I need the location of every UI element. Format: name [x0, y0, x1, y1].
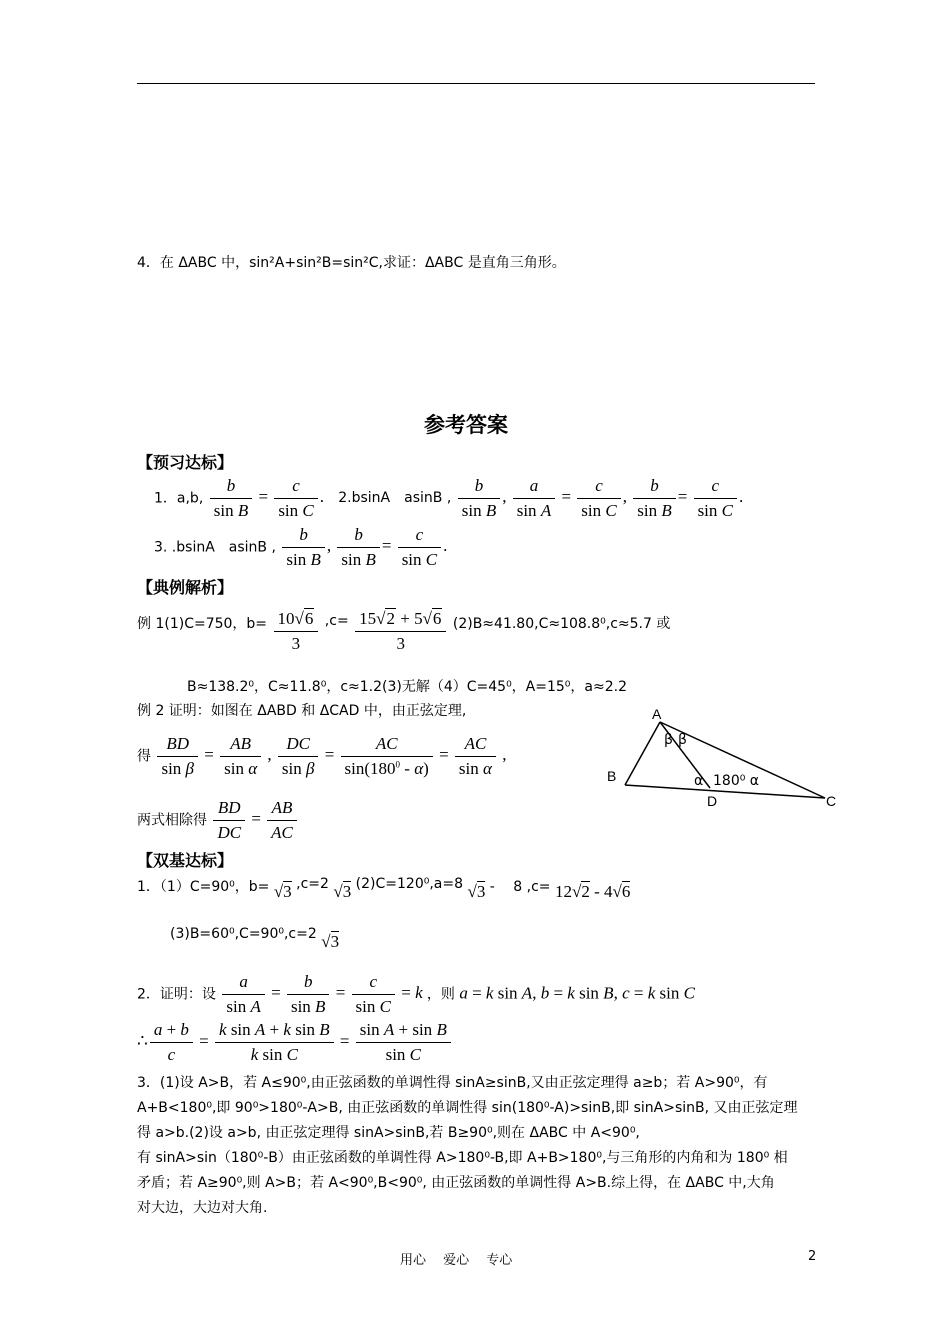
ex2-divide-label: 两式相除得 [137, 812, 207, 829]
sqrt-3-c: √3 [467, 882, 486, 901]
basics-3-line-3: 得 a>b.(2)设 a>b, 由正弦定理得 sinA>sinB,若 B≥90⁰,则在 ΔABC 中 A<90⁰, [137, 1125, 640, 1141]
preview-1-prefix: 1．a,b, [154, 490, 204, 507]
section-basics: 【双基达标】 [137, 851, 234, 870]
formula-sine-law-1: $\frac{b}{\text{sin B}}$ = $\frac{c}{\text{sin C}}$ . [208, 487, 329, 506]
basics-1-line-1 [137, 876, 630, 902]
basics-3-line-2: A+B<180⁰,即 90⁰>180⁰-A>B, 由正弦函数的单调性得 sin(180⁰-A)>sinB,即 sinA>sinB, 又由正弦定理 [137, 1100, 798, 1116]
example-1-line-2: B≈138.2⁰，C≈11.8⁰，c≈1.2(3)无解（4）C=45⁰，A=15⁰，a≈2.2 [187, 679, 627, 695]
ex2-de: 得 [137, 748, 151, 765]
question-4: 4．在 ΔABC 中，sin²A+sin²B=sin²C,求证：ΔABC 是直角三角形。 [137, 255, 566, 271]
label-c: C [826, 793, 837, 809]
formula-c-value: $\frac{15√2 + 5√6}{3}$ [353, 613, 448, 654]
ex1-part2: (2)B≈41.80,C≈108.8⁰,c≈5.7 或 [452, 616, 671, 632]
formula-b-value: $\frac{10√6}{3}$ [272, 613, 321, 654]
b1-c: ,c=2 [296, 876, 329, 892]
b1-label: 1．（1）C=90⁰，b= [137, 879, 270, 895]
formula-sine-law-3: $\frac{b}{\text{sin B}}$ , $\frac{b}{\text{sin B}}$ = $\frac{c}{\text{sin C}}$ . [280, 536, 447, 555]
basics-2-line-1 [137, 972, 695, 1017]
example-2-divide [137, 798, 299, 843]
formula-k: $\frac{a}{\text{sin A}}$ = $\frac{b}{\text{sin B}}$ = $\frac{c}{\text{sin C}}$ = k [220, 983, 426, 1002]
preview-3-prefix: 3. .bsinA asinB , [154, 539, 276, 556]
ex1-prefix: 例 1(1)C=750，b= [137, 616, 268, 632]
section-examples: 【典例解析】 [137, 578, 234, 597]
formula-sine-law-2: $\frac{b}{\text{sin B}}$ , $\frac{a}{\text{sin A}}$ = $\frac{c}{\text{sin C}}$ , $\frac{b}{\text{sin B}}$ = $\frac{c}{\text{sin C}}$ . [456, 487, 744, 506]
label-beta-2: β [678, 732, 687, 748]
page-number: 2 [808, 1249, 817, 1264]
footer-motto: 用心 爱心 专心 [400, 1253, 513, 1268]
basics-3-line-6: 对大边，大边对大角. [137, 1200, 268, 1216]
basics-3-line-5: 矛盾；若 A≥90⁰,则 A>B；若 A<90⁰,B<90⁰, 由正弦函数的单调性得 A>B.综上得，在 ΔABC 中,大角 [137, 1175, 775, 1191]
page-title: 参考答案 [424, 412, 508, 437]
triangle-diagram [600, 700, 850, 815]
b1-part2: (2)C=120⁰,a=8 [355, 876, 464, 892]
b2-prefix: 2．证明：设 [137, 986, 216, 1003]
b2-then: ，则 [426, 986, 455, 1003]
b1-part2-rest: - 8 ,c= [489, 879, 551, 895]
example-2-equation [137, 734, 506, 779]
ex1-c-label: ,c= [324, 613, 349, 629]
section-preview: 【预习达标】 [137, 453, 234, 472]
preview-line-3 [154, 525, 447, 570]
example-1-line-1 [137, 609, 671, 654]
formula-c-basics: 12√2 - 4√6 [554, 882, 631, 901]
preview-line-1 [154, 476, 743, 521]
sqrt-3-d: √3 [321, 932, 340, 951]
basics-2-line-2: ∴ $\frac{a + b}{c}$ = $\frac{\text{k sin A + k sin B}}{\text{k sin C}}$ = $\frac{\text{sin A + sin B}}{\text{sin C}}$ [137, 1020, 453, 1065]
b1-part3: (3)B=60⁰,C=90⁰,c=2 [170, 926, 317, 942]
sqrt-3-b: √3 [333, 882, 352, 901]
header-rule [137, 83, 815, 84]
label-b: B [607, 768, 617, 784]
example-2-intro: 例 2 证明：如图在 ΔABD 和 ΔCAD 中，由正弦定理, [137, 703, 467, 719]
preview-2-text: 2.bsinA asinB , [338, 490, 452, 507]
side-ab [625, 722, 660, 785]
label-alpha: α [694, 773, 704, 789]
label-a: A [652, 706, 662, 722]
label-d: D [707, 793, 718, 809]
sqrt-3-a: √3 [273, 882, 292, 901]
basics-1-line-2 [170, 926, 339, 952]
basics-3-line-4: 有 sinA>sin（180⁰-B）由正弦函数的单调性得 A>180⁰-B,即 A+B>180⁰,与三角形的内角和为 180⁰ 相 [137, 1150, 788, 1166]
label-beta-1: β [664, 732, 673, 748]
basics-3-line-1: 3．(1)设 A>B，若 A≤90⁰,由正弦函数的单调性得 sinA≥sinB,又由正弦定理得 a≥b；若 A>90⁰，有 [137, 1075, 768, 1091]
label-180-alpha: 180⁰ α [713, 773, 760, 789]
formula-k-result: a = k sin A, b = k sin B, c = k sin C [459, 983, 695, 1003]
formula-ratio: $\frac{BD}{\text{sin β}}$ = $\frac{AB}{\text{sin α}}$ , $\frac{DC}{\text{sin β}}$ = $\frac{AC}{\sin(180^0 - \alpha)}$ = $\frac{AC}{\text{sin α}}$ , [155, 745, 506, 764]
formula-divide: $\frac{BD}{DC}$ = $\frac{AB}{AC}$ [211, 809, 298, 828]
